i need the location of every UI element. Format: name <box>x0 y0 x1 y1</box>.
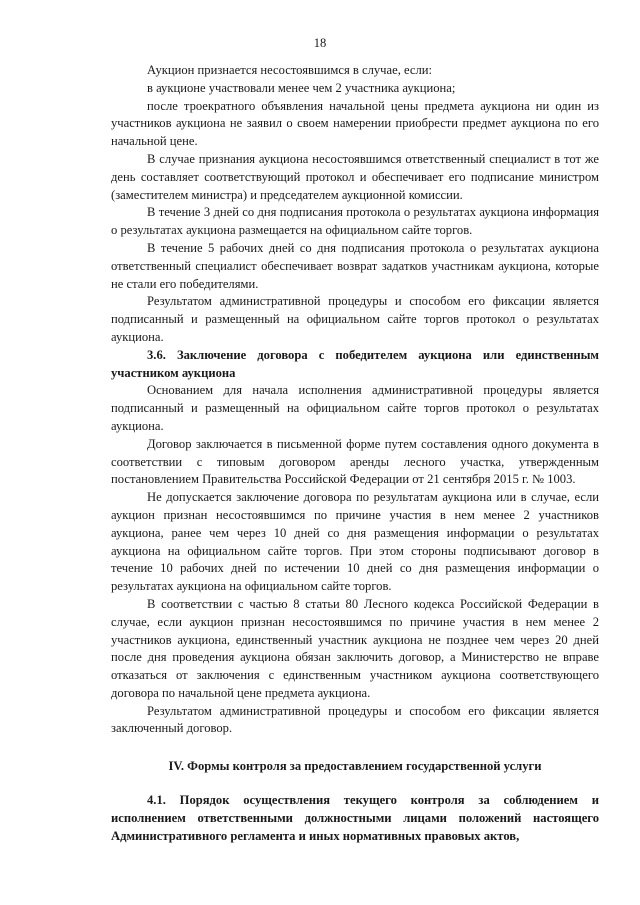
paragraph: в аукционе участвовали менее чем 2 участника аукциона; <box>147 80 456 95</box>
paragraph: В случае признания аукциона несостоявшимся ответственный специалист в тот же день составляет соответствующий протокол и обеспечивает его подписание министром (заместителем министра) и председателем аукционной комиссии. <box>111 151 599 202</box>
paragraph: В течение 3 дней со дня подписания протокола о результатах аукциона информация о результатах аукциона размещается на официальном сайте торгов. <box>111 205 599 238</box>
paragraph: Договор заключается в письменной форме путем составления одного документа в соответствии с типовым договором аренды лесного участка, утвержденным постановлением Правительства Российской Федерации от 21 сентября 2015 г. № 1003. <box>111 436 599 487</box>
paragraph: Аукцион признается несостоявшимся в случае, если: <box>147 63 433 77</box>
paragraph: В течение 5 рабочих дней со дня подписания протокола о результатах аукциона ответственный специалист обеспечивает возврат задатков участникам аукциона, которые не стали его победителями. <box>111 240 599 291</box>
document-body <box>111 62 599 845</box>
paragraph: Результатом административной процедуры и способом его фиксации является заключенный договор. <box>111 703 599 736</box>
paragraph: Основанием для начала исполнения административной процедуры является подписанный и размещенный на официальном сайте торгов протокол о результатах аукциона. <box>111 383 599 433</box>
section-3-6-heading: 3.6. Заключение договора с победителем аукциона или единственным участником аукциона <box>111 347 599 380</box>
page-number: 18 <box>313 36 327 50</box>
section-iv-heading: IV. Формы контроля за предоставлением государственной услуги <box>168 759 542 774</box>
section-4-1-heading: 4.1. Порядок осуществления текущего контроля за соблюдением и исполнением ответственными должностными лицами положений настоящего Административного регламента и иных нормативных правовых актов, <box>111 793 599 843</box>
paragraph: после троекратного объявления начальной цены предмета аукциона ни один из участников аукциона не заявил о своем намерении приобрести предмет аукциона по его начальной цене. <box>111 98 599 149</box>
paragraph: Результатом административной процедуры и способом его фиксации является подписанный и размещенный на официальном сайте торгов протокол о результатах аукциона. <box>111 294 599 344</box>
paragraph: В соответствии с частью 8 статьи 80 Лесного кодекса Российской Федерации в случае, если аукцион признан несостоявшимся по причине участия в нем менее 2 участников аукциона, единственный участник аукциона не позднее чем через 20 дней после дня проведения аукциона обязан заключить договор, а Министерство не вправе отказаться от заключения с единственным участником аукциона соответствующего договора по начальной цене предмета аукциона. <box>111 596 599 700</box>
paragraph: Не допускается заключение договора по результатам аукциона или в случае, если аукцион признан несостоявшимся по причине участия в нем менее 2 участников аукциона, ранее чем через 10 дней со дня размещения информации о результатах аукциона на официальном сайте торгов. При этом стороны подписывают договор в течение 10 рабочих дней по истечении 10 дней со дня размещения информации о результатах аукциона на официальном сайте торгов. <box>111 490 599 594</box>
